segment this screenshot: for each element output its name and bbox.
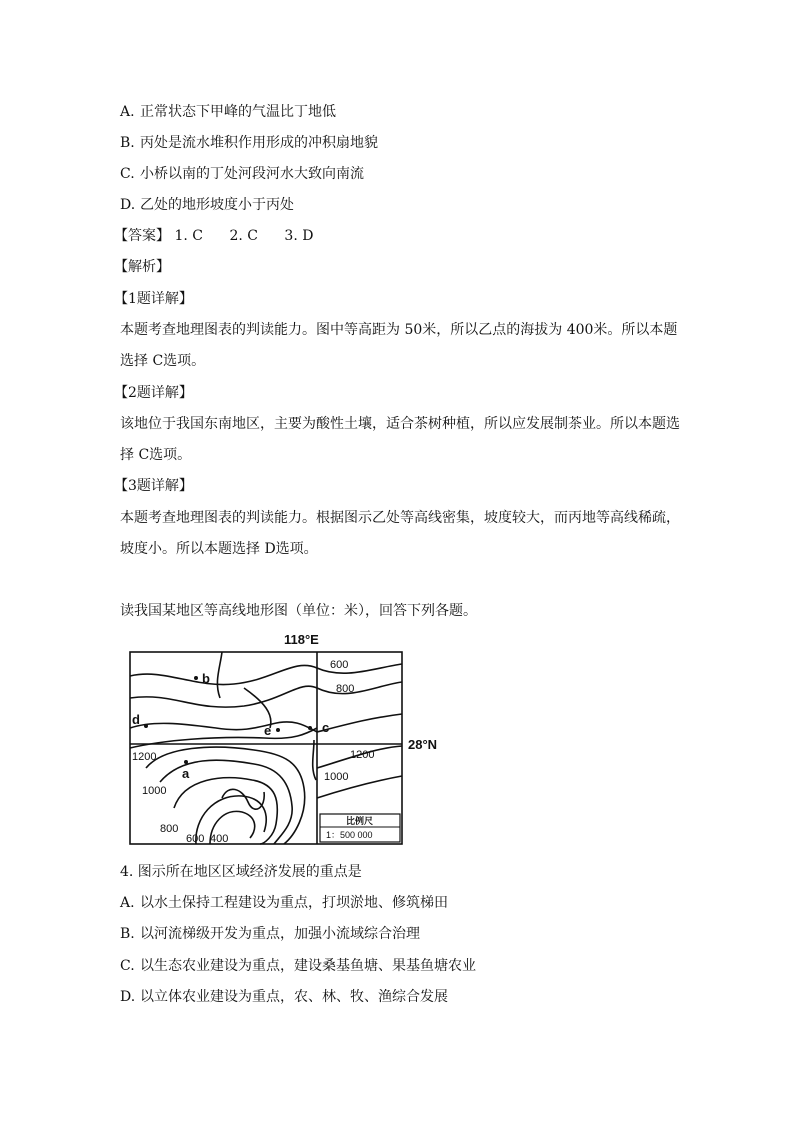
map-intro: 读我国某地区等高线地形图（单位：米），回答下列各题。: [120, 603, 477, 619]
section-2-line-1: 该地位于我国东南地区，主要为酸性土壤，适合茶树种植，所以应发展制茶业。所以本题选: [120, 416, 680, 432]
contour-label-1000: 1000: [142, 785, 167, 797]
latitude-label: 28°N: [408, 737, 438, 752]
q4-option-c: C. 以生态农业建设为重点，建设桑基鱼塘、果基鱼塘农业: [120, 958, 476, 974]
contour-label-800: 800: [160, 823, 179, 835]
contour-label-400: 400: [210, 833, 229, 845]
answer-item: 2. C: [229, 228, 258, 244]
contour-label-600: 600: [186, 833, 205, 845]
section-title-1: 【1题详解】: [114, 291, 193, 307]
scale-value: 1：500 000: [326, 830, 373, 840]
answer-line: [114, 226, 335, 246]
section-3-line-1: 本题考查地理图表的判读能力。根据图示乙处等高线密集，坡度较大，而丙地等高线稀疏，: [120, 510, 680, 526]
contour-label-1200: 1200: [132, 751, 157, 763]
contour-label-1200: 1200: [350, 749, 375, 761]
q3-option-a: A. 正常状态下甲峰的气温比丁地低: [120, 104, 336, 120]
contour-label-1000: 1000: [324, 771, 349, 783]
point-d-label: d: [132, 712, 140, 727]
point-d-dot: [144, 724, 148, 728]
answer-item: 3. D: [284, 228, 314, 244]
contour-label-600: 600: [330, 659, 349, 671]
point-b-label: b: [202, 671, 210, 686]
section-2-line-2: 择 C选项。: [120, 447, 192, 463]
contour-map: [124, 628, 438, 848]
point-a-label: a: [182, 766, 190, 781]
q4-option-b: B. 以河流梯级开发为重点，加强小流域综合治理: [120, 926, 420, 942]
point-c-dot: [308, 726, 312, 730]
section-title-3: 【3题详解】: [114, 478, 193, 494]
section-1-line-1: 本题考查地理图表的判读能力。图中等高距为 50米，所以乙点的海拔为 400米。所以本题: [120, 322, 678, 338]
answer-label: 【答案】: [114, 228, 170, 244]
point-e-label: e: [264, 723, 272, 738]
answer-item: 1. C: [174, 228, 203, 244]
q3-option-d: D. 乙处的地形坡度小于丙处: [120, 197, 294, 213]
q4-option-d: D. 以立体农业建设为重点，农、林、牧、渔综合发展: [120, 989, 448, 1005]
point-a-dot: [184, 760, 188, 764]
contour-label-800: 800: [336, 683, 355, 695]
point-b-dot: [194, 676, 198, 680]
q3-option-b: B. 丙处是流水堆积作用形成的冲积扇地貌: [120, 135, 378, 151]
section-3-line-2: 坡度小。所以本题选择 D选项。: [120, 541, 318, 557]
section-1-line-2: 选择 C选项。: [120, 353, 206, 369]
analysis-label: 【解析】: [114, 259, 170, 275]
longitude-label: 118°E: [284, 632, 319, 647]
point-c-label: c: [322, 720, 330, 735]
q4-option-a: A. 以水土保持工程建设为重点，打坝淤地、修筑梯田: [120, 895, 448, 911]
q3-option-c: C. 小桥以南的丁处河段河水大致向南流: [120, 166, 364, 182]
point-e-dot: [276, 728, 280, 732]
q4-stem: 4. 图示所在地区区域经济发展的重点是: [120, 864, 362, 880]
scale-title: 比例尺: [346, 816, 374, 826]
section-title-2: 【2题详解】: [114, 385, 193, 401]
